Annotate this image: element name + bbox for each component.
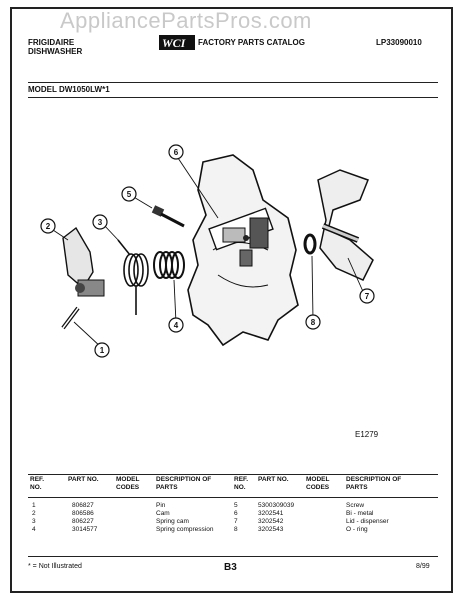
diagram-code: E1279 — [355, 430, 379, 439]
callout-1: 1 — [99, 346, 105, 355]
callout-7: 7 — [364, 292, 370, 301]
screw-part — [152, 205, 184, 226]
header-ref: REF. NO. — [234, 476, 249, 491]
callout-3: 3 — [97, 218, 103, 227]
header-part: PART NO. — [258, 476, 289, 483]
svg-text:WCI: WCI — [162, 36, 186, 50]
watermark: AppliancePartsPros.com — [60, 8, 312, 33]
header-model: MODEL CODES — [116, 476, 140, 491]
header-part: PART NO. — [68, 476, 99, 483]
revision-date: 8/99 — [416, 563, 430, 570]
lid-dispenser-part — [318, 170, 373, 280]
divider — [28, 474, 438, 475]
model-number: MODEL DW1050LW*1 — [28, 85, 110, 94]
header-ref: REF. NO. — [30, 476, 45, 491]
catalog-title: FACTORY PARTS CATALOG — [198, 38, 305, 47]
exploded-parts-diagram — [28, 100, 438, 445]
header-model: MODEL CODES — [306, 476, 330, 491]
table-row: 4 3014577 Spring compression 8 3202543 O - ring — [32, 526, 368, 533]
table-row: 1 806827 Pin 5 5300309039 Screw — [32, 502, 365, 509]
header-desc: DESCRIPTION OF PARTS — [346, 476, 402, 491]
page-number: B3 — [224, 562, 237, 573]
spring-compression-part — [154, 252, 184, 278]
cam-part — [63, 228, 104, 296]
callout-5: 5 — [126, 190, 132, 199]
callout-2: 2 — [45, 222, 51, 231]
brand-line-1: FRIGIDAIRE — [28, 38, 75, 47]
callout-8: 8 — [310, 318, 316, 327]
brand-line-2: DISHWASHER — [28, 47, 83, 56]
divider — [28, 497, 438, 498]
divider — [28, 97, 438, 98]
o-ring-part — [305, 235, 315, 253]
callout-6: 6 — [173, 148, 179, 157]
footnote: * = Not Illustrated — [28, 563, 82, 570]
doc-id: LP33090010 — [376, 38, 422, 47]
callout-4: 4 — [173, 321, 179, 330]
wci-logo-icon — [159, 35, 195, 50]
divider — [28, 556, 438, 557]
spring-cam-part — [118, 240, 148, 315]
table-row: 3 806227 Spring cam 7 3202542 Lid - dispenser — [32, 518, 389, 525]
divider — [28, 82, 438, 83]
header-desc: DESCRIPTION OF PARTS — [156, 476, 212, 491]
table-row: 2 806586 Cam 6 3202541 Bi - metal — [32, 510, 374, 517]
